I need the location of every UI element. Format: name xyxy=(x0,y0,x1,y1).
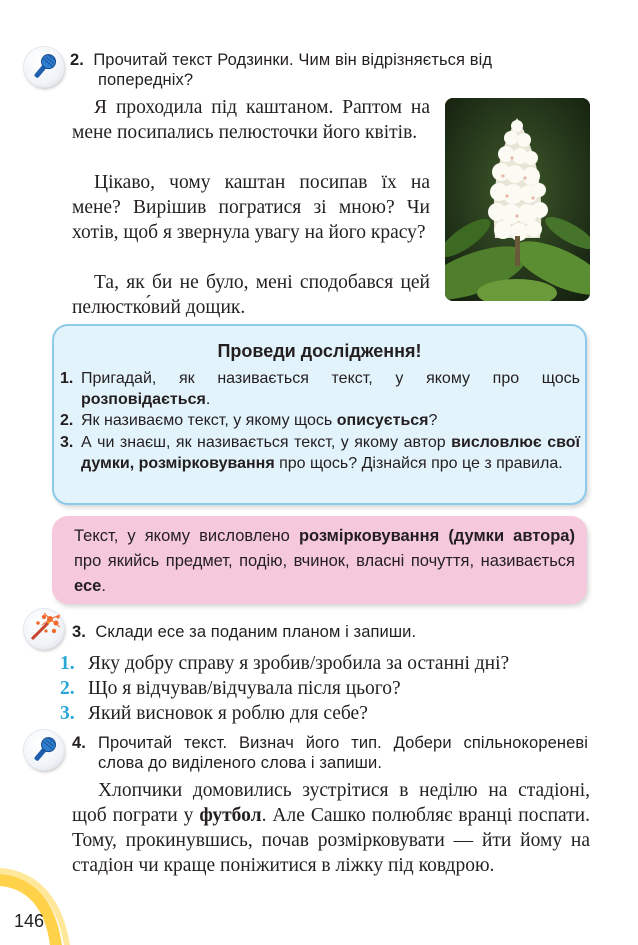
instruction-line: Прочитай текст Родзинки. Чим він відрізняється від xyxy=(93,51,493,69)
paragraph-text: Хлопчики домовились зустрітися в неділю на стадіоні, щоб пограти у xyxy=(72,780,590,826)
list-item xyxy=(60,676,509,701)
research-box xyxy=(52,324,587,505)
item-number: 3. xyxy=(60,434,74,451)
rule-text: Текст, у якому висловлено xyxy=(74,527,299,545)
text-paragraph: Я проходила під каштаном. Раптом на мене посипались пелюсточки його квітів. xyxy=(72,97,430,143)
question-list xyxy=(60,651,509,726)
item-text: А чи знаєш, як називається текст, у якому автор xyxy=(81,434,452,451)
highlighted-word: футбол xyxy=(199,805,262,826)
microphone-icon xyxy=(24,730,64,770)
list-item xyxy=(60,651,509,676)
item-bold-text: розповідається xyxy=(81,391,206,408)
question-text: Що я відчував/відчувала після цього? xyxy=(88,678,401,699)
item-text: про щось? Дізнайся про це з правила. xyxy=(274,455,563,472)
item-text: Як називаємо текст, у якому щось xyxy=(81,412,337,429)
page-number: 146 xyxy=(14,911,45,931)
text-paragraph: Цікаво, чому каштан посипав їх на мене? Вирішив погратися зі мною? Чи хотів, щоб я звернула увагу на його красу? xyxy=(72,172,430,243)
microphone-icon xyxy=(24,47,64,87)
rule-bold-text: есе xyxy=(74,577,102,595)
list-item xyxy=(60,701,509,726)
question-number: 3. xyxy=(60,703,75,724)
task-3-instruction xyxy=(72,622,416,642)
research-item xyxy=(60,432,580,474)
instruction-line: попередніх? xyxy=(98,71,194,89)
text-paragraph xyxy=(72,778,590,878)
page-corner-decoration xyxy=(0,866,80,945)
research-item xyxy=(60,368,580,410)
item-text: ? xyxy=(428,412,438,429)
rule-box xyxy=(52,516,587,604)
task-4-instruction xyxy=(72,733,588,773)
rule-text: про якийсь предмет, подію, вчинок, власні почуття, називається xyxy=(74,552,575,570)
chestnut-blossom-photo xyxy=(445,98,590,301)
question-text: Який висновок я роблю для себе? xyxy=(88,703,368,724)
rule-bold-text: розмірковування (думки автора) xyxy=(298,527,575,545)
research-item xyxy=(60,410,580,431)
item-bold-text: висловлює свої думки, розмірковування xyxy=(81,434,581,472)
question-text: Яку добру справу я зробив/зробила за останні дні? xyxy=(88,653,510,674)
task-number: 2. xyxy=(70,51,84,69)
paragraph-text: . Але Сашко полюбляє вранці поспати. Тому, прокинувшись, почав розмірковувати — йти йому на стадіон чи краще поніжитися в ліжку під ковдрою. xyxy=(72,805,590,876)
item-number: 2. xyxy=(60,412,74,429)
rule-text: . xyxy=(101,577,106,595)
research-title: Проведи дослідження! xyxy=(217,341,422,361)
item-bold-text: описується xyxy=(336,412,429,429)
task-number: 4. xyxy=(72,734,86,752)
pencil-sparkle-icon xyxy=(24,609,64,649)
task-number: 3. xyxy=(72,623,86,641)
instruction-line: Склади есе за поданим планом і запиши. xyxy=(95,623,417,641)
task-2-instruction xyxy=(70,50,590,90)
item-text: Пригадай, як називається текст, у якому про щось xyxy=(81,370,580,387)
question-number: 2. xyxy=(60,678,75,699)
question-number: 1. xyxy=(60,653,75,674)
text-paragraph: Та, як би не було, мені сподобався цей пелюстко́вий дощик. xyxy=(72,272,430,318)
instruction-line: Прочитай текст. Визнач його тип. Добери спільнокореневі слова до виділеного слова і запиши. xyxy=(98,734,588,772)
item-number: 1. xyxy=(60,370,74,387)
item-text: . xyxy=(205,391,211,408)
